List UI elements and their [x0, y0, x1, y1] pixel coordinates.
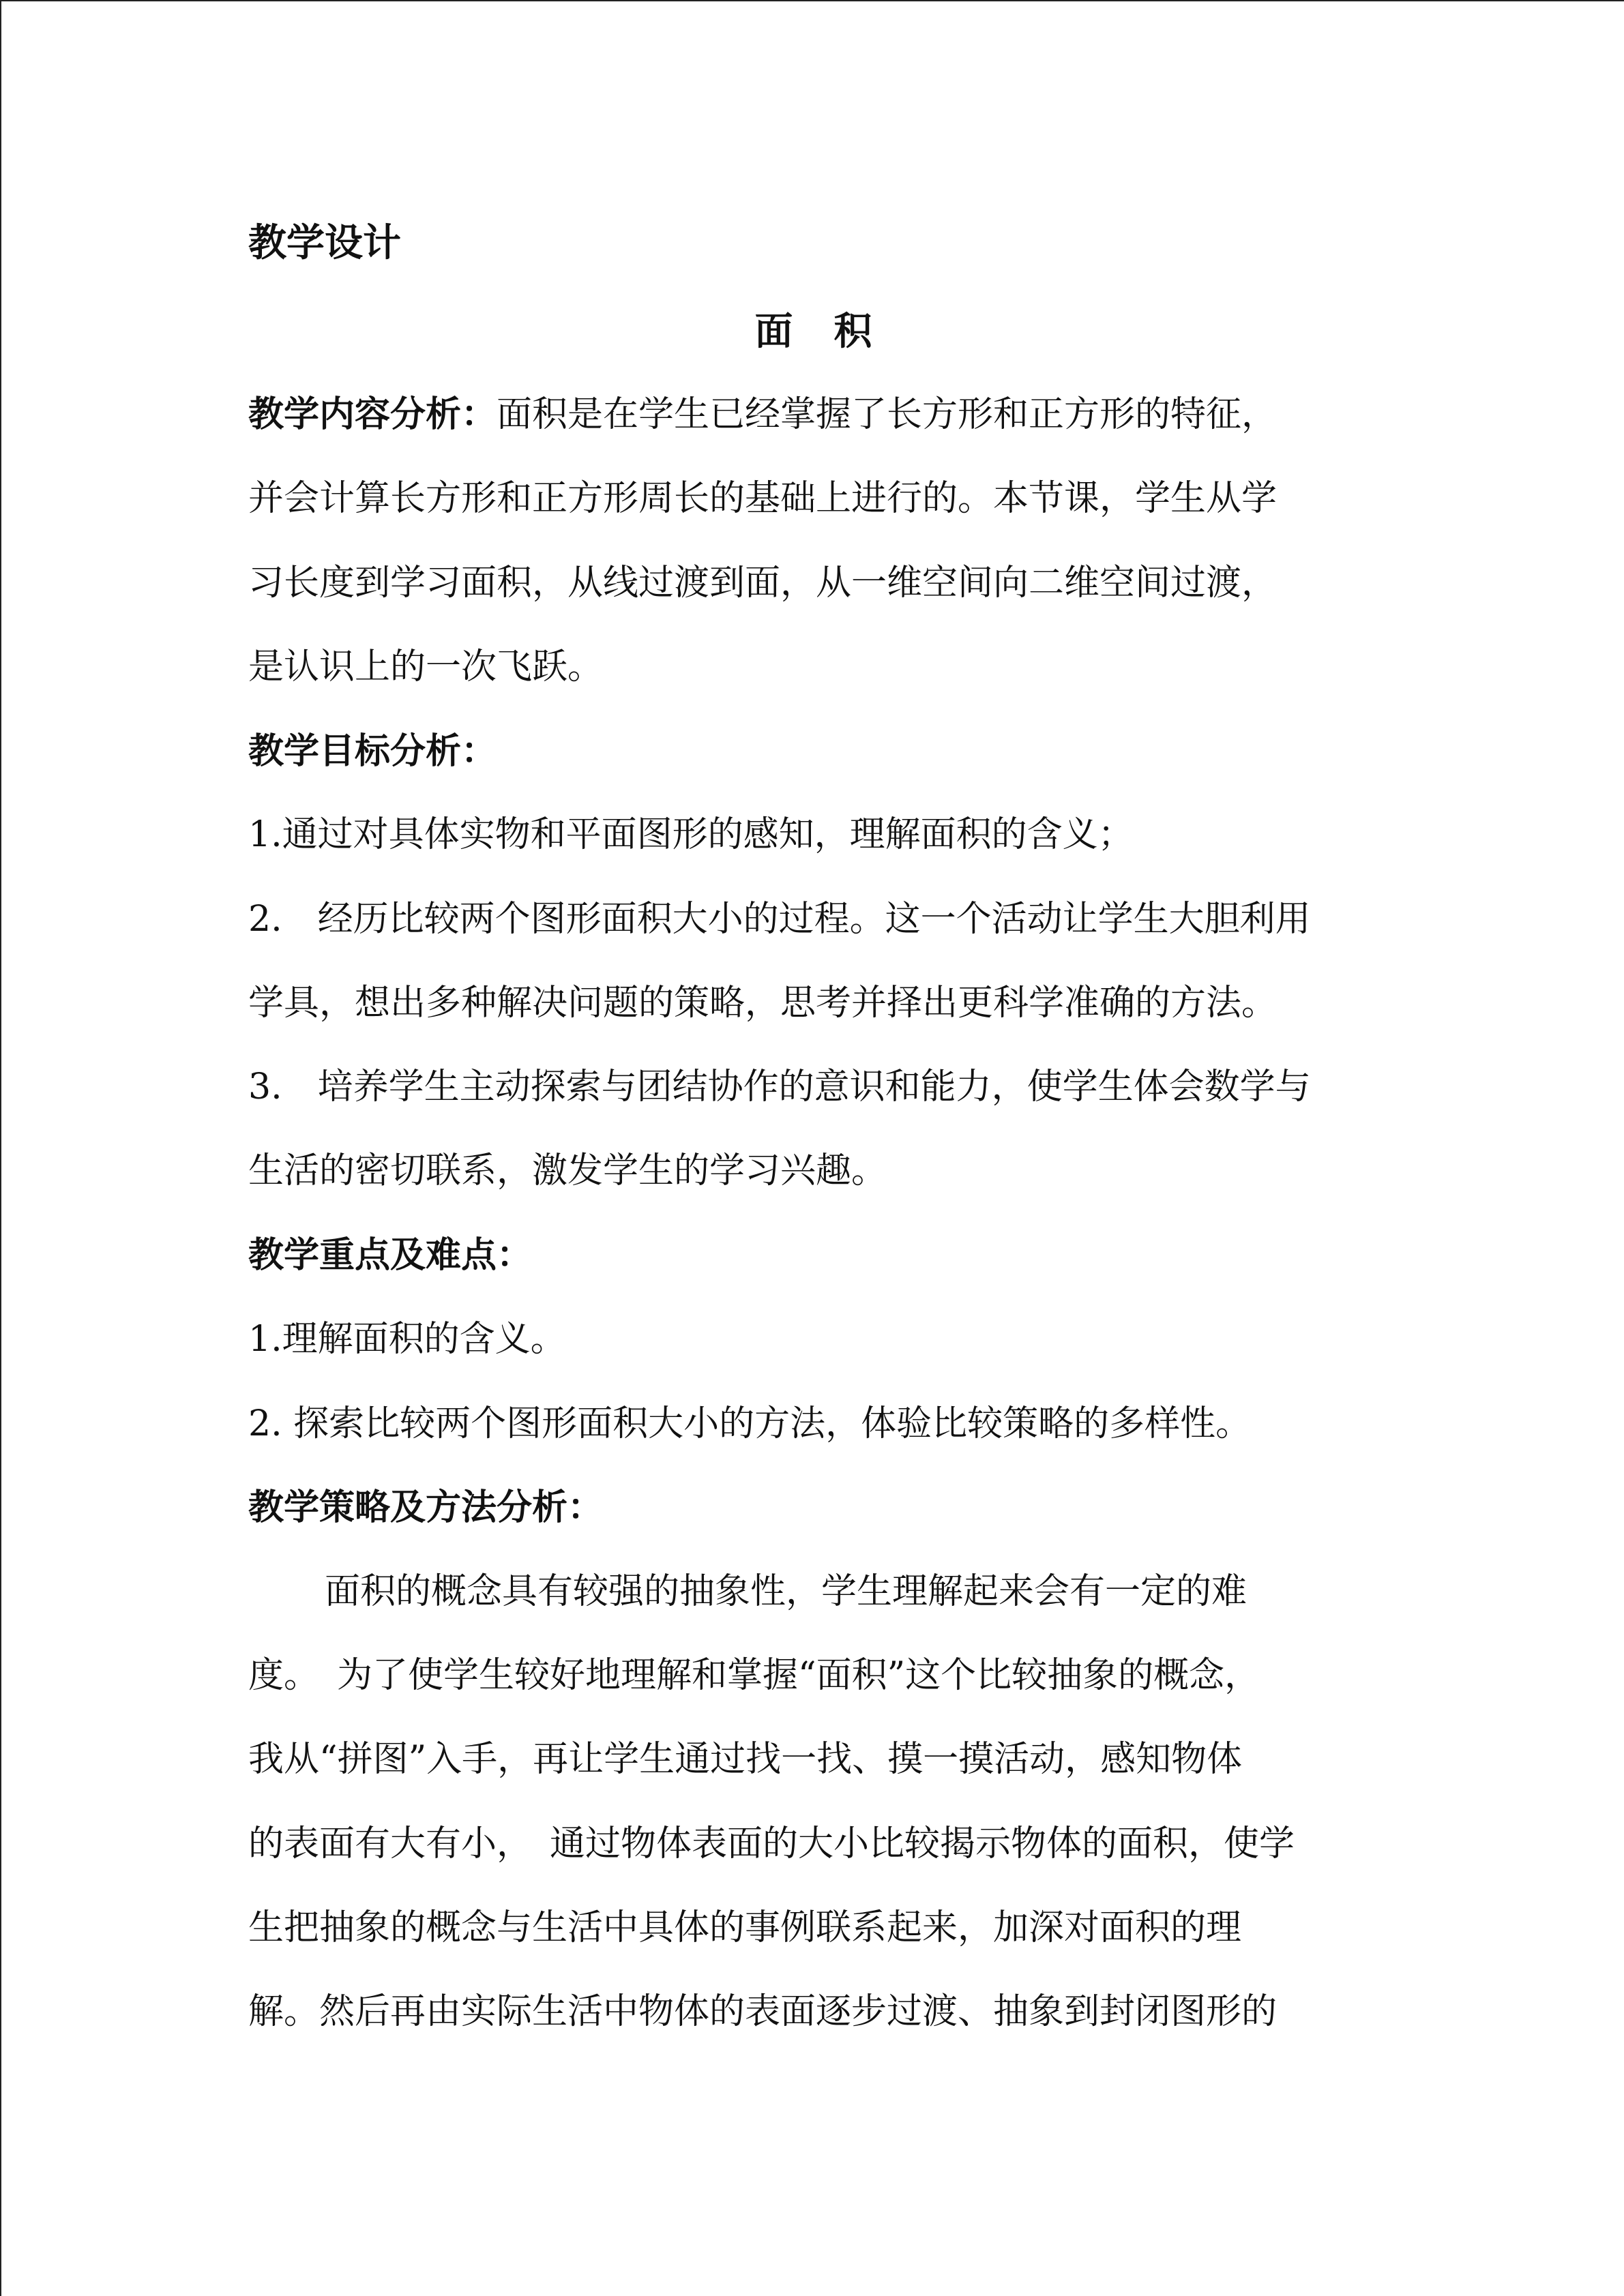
content-analysis-line: 习长度到学习面积，从线过渡到面，从一维空间向二维空间过渡，	[248, 563, 1278, 603]
page-title: 面积	[754, 309, 913, 354]
content-analysis-heading: 教学内容分析：	[248, 393, 497, 435]
strategy-line: 解。然后再由实际生活中物体的表面逐步过渡、抽象到封闭图形的	[248, 1991, 1278, 2032]
strategy-line: 的表面有大有小， 通过物体表面的大小比较揭示物体的面积，使学	[248, 1823, 1295, 1864]
strategy-line: 生把抽象的概念与生活中具体的事例联系起来，加深对面积的理	[248, 1907, 1242, 1948]
objectives-heading	[248, 722, 497, 773]
strategy-line: 面积的概念具有较强的抽象性，学生理解起来会有一定的难	[325, 1571, 1247, 1612]
document-label: 教学设计	[248, 220, 401, 265]
objective-line: 2. 经历比较两个图形面积大小的过程。这一个活动让学生大胆利用	[248, 899, 1311, 940]
objective-line: 1.通过对具体实物和平面图形的感知，理解面积的含义；	[248, 814, 1134, 855]
strategy-heading-text: 教学策略及方法分析：	[248, 1487, 604, 1528]
key-points-heading	[248, 1226, 532, 1277]
key-points-heading-text: 教学重点及难点：	[248, 1234, 533, 1276]
content-analysis-line: 面积是在学生已经掌握了长方形和正方形的特征，	[497, 394, 1278, 435]
objective-line: 学具，想出多种解决问题的策略，思考并择出更科学准确的方法。	[248, 983, 1278, 1024]
content-analysis-line: 是认识上的一次飞跃。	[248, 646, 604, 687]
key-point-line: 2. 探索比较两个图形面积大小的方法，体验比较策略的多样性。	[248, 1403, 1252, 1444]
strategy-line: 我从“拼图”入手，再让学生通过找一找、摸一摸活动，感知物体	[248, 1739, 1243, 1780]
objectives-heading-text: 教学目标分析：	[248, 730, 497, 772]
objective-line: 生活的密切联系，激发学生的学习兴趣。	[248, 1150, 887, 1191]
content-analysis-paragraph	[248, 385, 1277, 436]
strategy-heading	[248, 1478, 603, 1530]
content-analysis-line: 并会计算长方形和正方形周长的基础上进行的。本节课，学生从学	[248, 478, 1278, 519]
strategy-line: 度。 为了使学生较好地理解和掌握“面积”这个比较抽象的概念，	[248, 1655, 1260, 1696]
key-point-line: 1.理解面积的含义。	[248, 1319, 566, 1360]
objective-line: 3. 培养学生主动探索与团结协作的意识和能力，使学生体会数学与	[248, 1067, 1311, 1107]
